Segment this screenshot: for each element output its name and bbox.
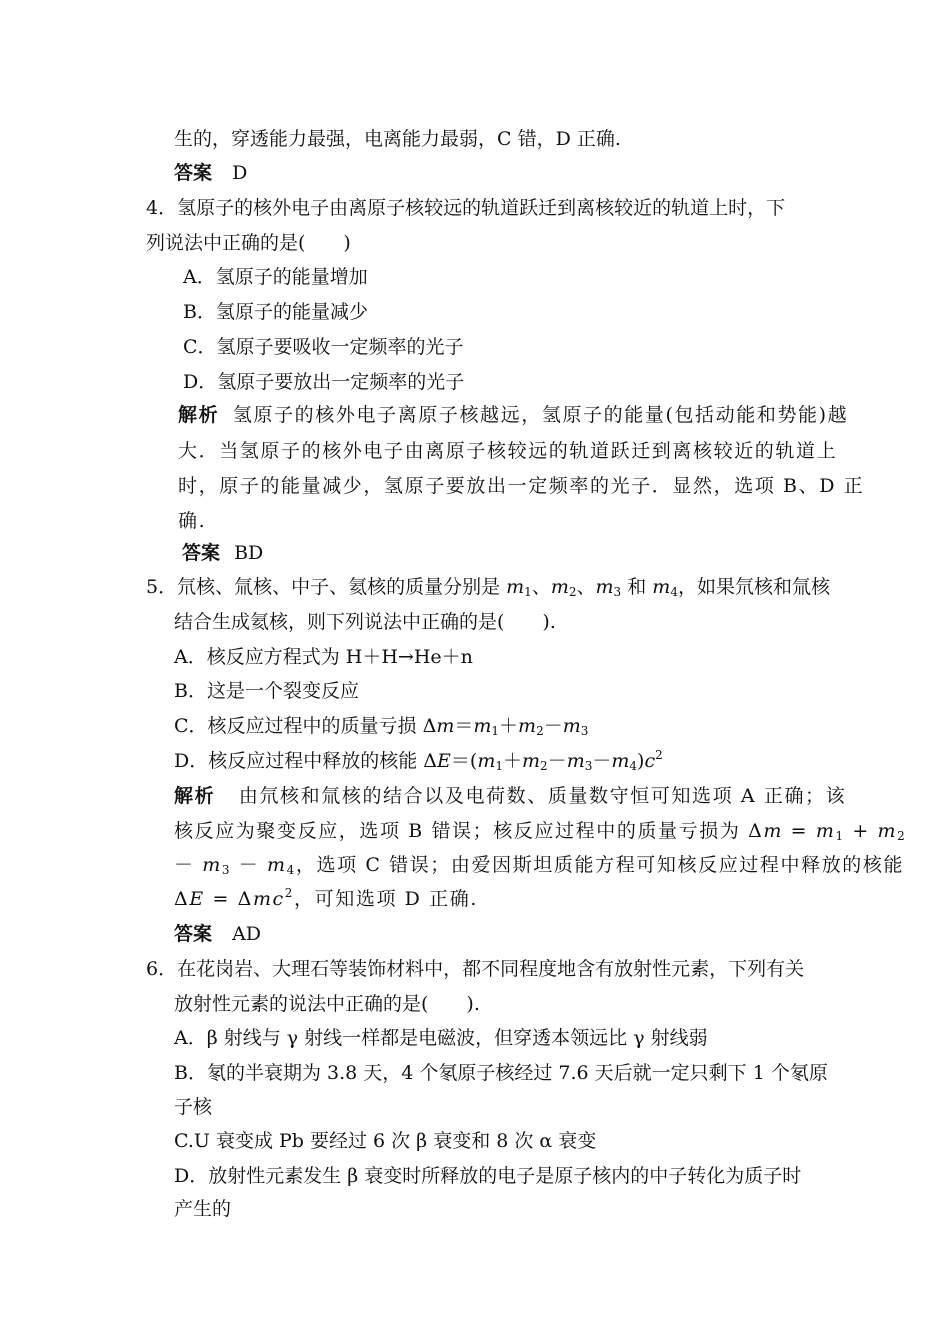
q5-option-d: D．核反应过程中释放的核能 $\Delta E=(m_1+m_2-m_3-m_4)c^2$: [174, 748, 663, 773]
answer-value: D: [232, 162, 248, 184]
q4-stem-line1: 4．氢原子的核外电子由离原子核较远的轨道跃迁到离核较近的轨道上时，下: [146, 197, 786, 219]
q4-option-a: A．氢原子的能量增加: [183, 266, 368, 288]
q4-stem-line2: 列说法中正确的是( ): [146, 232, 351, 254]
q6-option-d-line2: 产生的: [174, 1198, 232, 1220]
q6-option-c: C.U 衰变成 Pb 要经过 6 次 β 衰变和 8 次 α 衰变: [174, 1130, 597, 1152]
q5-stem-line2: 结合生成氦核，则下列说法中正确的是( ).: [174, 611, 556, 633]
q4-explanation-line4: 确.: [178, 510, 207, 532]
answer-value: AD: [232, 923, 262, 945]
q6-stem-line2: 放射性元素的说法中正确的是( ).: [174, 993, 480, 1015]
q4-option-c: C．氢原子要吸收一定频率的光子: [183, 336, 464, 358]
q5-option-c: C．核反应过程中的质量亏损 $\Delta m=m_1+m_2-m_3$: [174, 715, 589, 738]
q4-option-b: B．氢原子的能量减少: [183, 301, 368, 323]
answer-label: 答案: [182, 542, 221, 564]
q4-explanation-line2: 大．当氢原子的核外电子由离原子核较远的轨道跃迁到离核较近的轨道上: [178, 440, 838, 462]
q6-option-b-line1: B．氡的半衰期为 3.8 天，4 个氡原子核经过 7.6 天后就一定只剩下 1 个氡原: [174, 1062, 828, 1084]
q5-answer: [174, 921, 261, 947]
answer-label: 答案: [174, 923, 213, 945]
explanation-label: 解析: [174, 785, 216, 807]
q5-option-b: B．这是一个裂变反应: [174, 680, 359, 702]
q3-explanation-tail: 生的，穿透能力最强，电离能力最弱，C 错，D 正确.: [174, 128, 621, 150]
q6-option-a: A．β 射线与 γ 射线一样都是电磁波，但穿透本领远比 γ 射线弱: [174, 1027, 708, 1049]
q5-explanation-line4: ΔE = Δmc$^2$，可知选项 D 正确.: [174, 886, 478, 910]
q6-option-d-line1: D．放射性元素发生 β 衰变时所释放的电子是原子核内的中子转化为质子时: [174, 1165, 802, 1187]
q3-answer: [174, 160, 247, 186]
answer-label: 答案: [174, 162, 213, 184]
q5-explanation-line3: － $m_3 - m_4$，选项 C 错误；由爱因斯坦质能方程可知核反应过程中释放的核能: [174, 854, 905, 877]
q5-option-a: A．核反应方程式为 H＋H→He＋n: [174, 646, 473, 668]
explanation-label: 解析: [178, 404, 220, 426]
q6-stem-line1: 6．在花岗岩、大理石等装饰材料中，都不同程度地含有放射性元素，下列有关: [146, 958, 805, 980]
answer-value: BD: [234, 542, 264, 564]
q4-explanation-line1: 解析 氢原子的核外电子离原子核越远，氢原子的能量(包括动能和势能)越: [178, 404, 849, 426]
q4-answer: [182, 540, 263, 566]
q5-explanation-line1: 解析 由氘核和氚核的结合以及电荷数、质量数守恒可知选项 A 正确；该: [174, 785, 847, 807]
q4-option-d: D．氢原子要放出一定频率的光子: [183, 371, 465, 393]
q5-stem-line1: 5．氘核、氚核、中子、氦核的质量分别是 $m_1$、$m_2$、$m_3$ 和 $m_4$，如果氘核和氚核: [146, 576, 830, 599]
q6-option-b-line2: 子核: [174, 1096, 213, 1118]
q5-explanation-line2: 核反应为聚变反应，选项 B 错误；核反应过程中的质量亏损为 $\Delta m = m_1 + m_2$: [174, 820, 907, 843]
q4-explanation-line3: 时，原子的能量减少，氢原子要放出一定频率的光子．显然，选项 B、D 正: [178, 475, 865, 497]
